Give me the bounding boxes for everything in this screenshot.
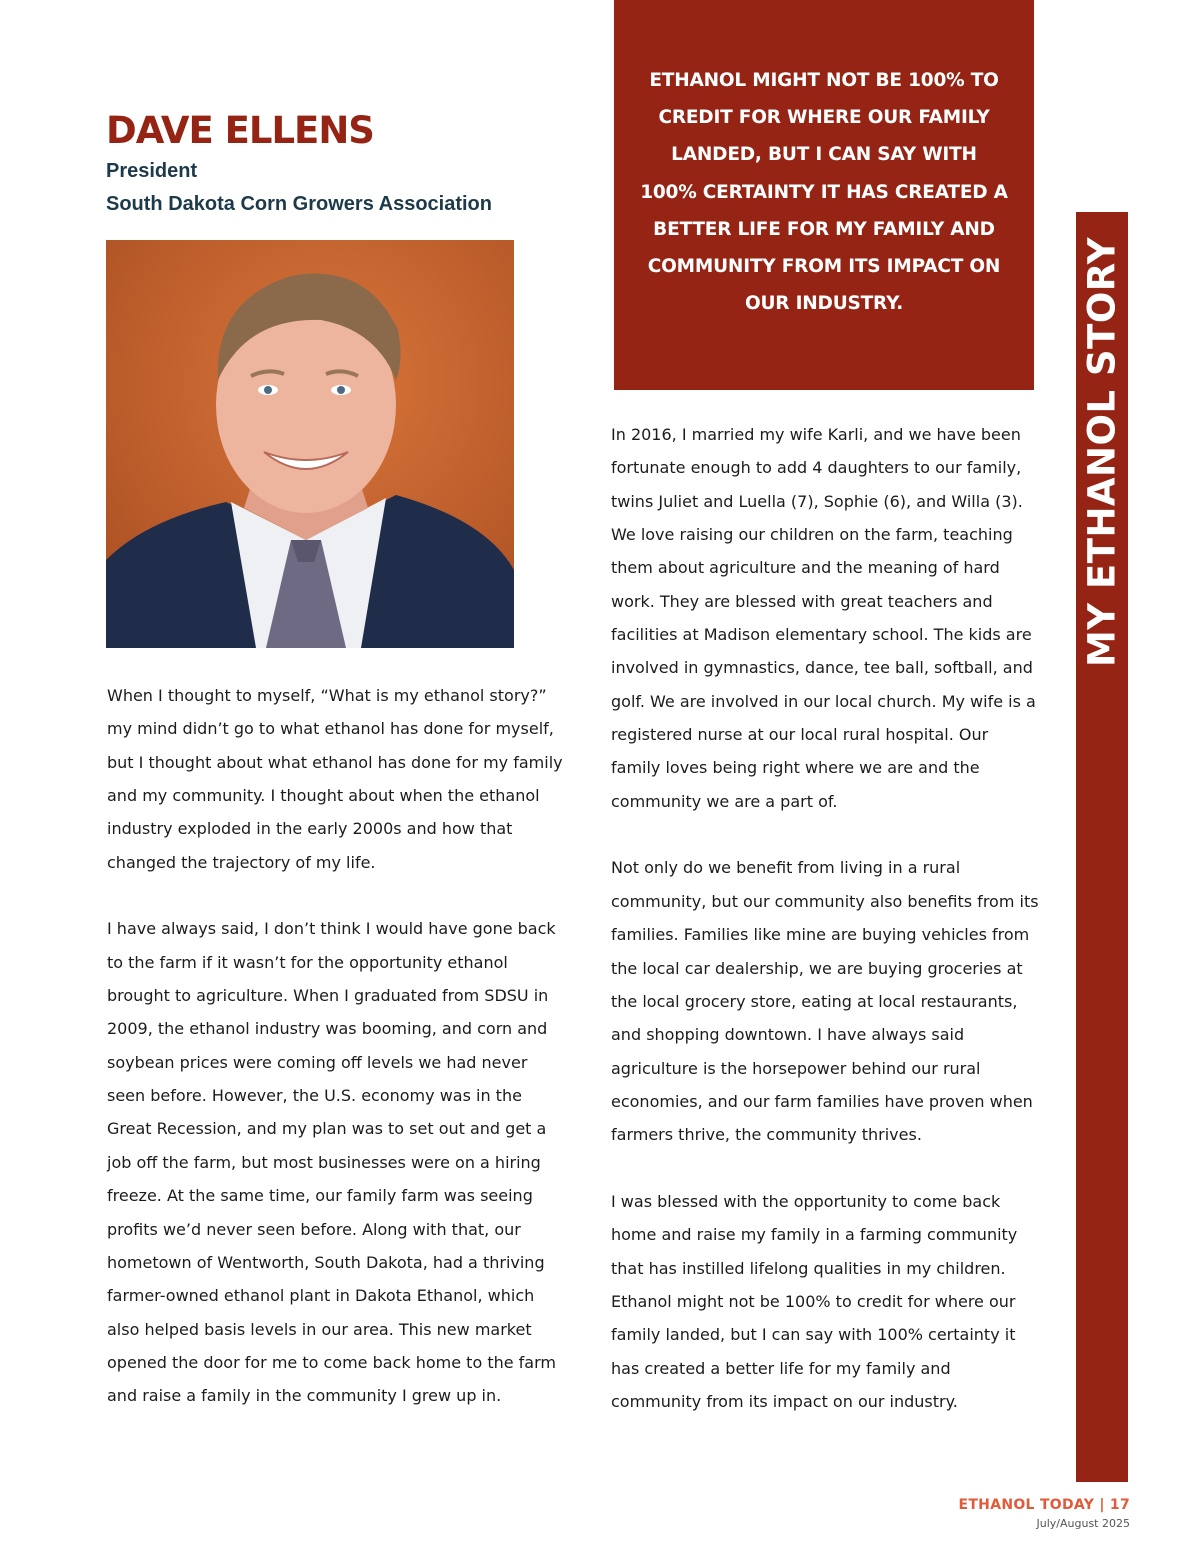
left-column [107, 679, 567, 1446]
section-title: MY ETHANOL STORY [1080, 236, 1124, 668]
headshot-photo [106, 240, 514, 648]
paragraph: When I thought to myself, “What is my ethanol story?” my mind didn’t go to what ethanol has done for myself, but I thought about what ethanol has done for my family and my community. I thought about when the ethanol industry exploded in the early 2000s and how that changed the trajectory of my life. [107, 686, 563, 872]
footer-publication: ETHANOL TODAY | 17 [958, 1497, 1130, 1513]
profile-name: DAVE ELLENS [106, 109, 374, 152]
paragraph: I have always said, I don’t think I would have gone back to the farm if it wasn’t for the opportunity ethanol brought to agriculture. When I graduated from SDSU in 2009, the ethanol industry was booming, and corn and soybean prices were coming off levels we had never seen before. However, the U.S. economy was in the Great Recession, and my plan was to set out and get a job off the farm, but most businesses were on a hiring freeze. At the same time, our family farm was seeing profits we’d never seen before. Along with that, our hometown of Wentworth, South Dakota, had a thriving farmer-owned ethanol plant in Dakota Ethanol, which also helped basis levels in our area. This new market opened the door for me to come back home to the farm and raise a family in the community I grew up in. [107, 919, 556, 1406]
pull-quote: ETHANOL MIGHT NOT BE 100% TO CREDIT FOR WHERE OUR FAMILY LANDED, BUT I CAN SAY WITH 100% CERTAINTY IT HAS CREATED A BETTER LIFE FOR MY FAMILY AND COMMUNITY FROM ITS IMPACT ON OUR INDUSTRY. [640, 70, 1008, 315]
footer-issue-date: July/August 2025 [1036, 1517, 1130, 1530]
paragraph: Not only do we benefit from living in a rural community, but our community also benefits from its families. Families like mine are buying vehicles from the local car dealership, we are buying groceries at the local grocery store, eating at local restaurants, and shopping downtown. I have always said agriculture is the horsepower behind our rural economies, and our farm families have proven when farmers thrive, the community thrives. [611, 858, 1039, 1145]
right-column [611, 418, 1041, 1452]
pull-quote-box [614, 0, 1034, 390]
profile-organization: South Dakota Corn Growers Association [106, 193, 492, 215]
paragraph: I was blessed with the opportunity to come back home and raise my family in a farming community that has instilled lifelong qualities in my children. Ethanol might not be 100% to credit for where our family landed, but I can say with 100% certainty it has created a better life for my family and community from its impact on our industry. [611, 1191, 1018, 1411]
profile-role: President [106, 160, 198, 182]
paragraph: In 2016, I married my wife Karli, and we have been fortunate enough to add 4 daughters to our family, twins Juliet and Luella (7), Sophie (6), and Willa (3). We love raising our children on the farm, teaching them about agriculture and the meaning of hard work. They are blessed with great teachers and facilities at Madison elementary school. The kids are involved in gymnastics, dance, tee ball, softball, and golf. We are involved in our local church. My wife is a registered nurse at our local rural hospital. Our family loves being right where we are and the community we are a part of. [611, 425, 1036, 811]
